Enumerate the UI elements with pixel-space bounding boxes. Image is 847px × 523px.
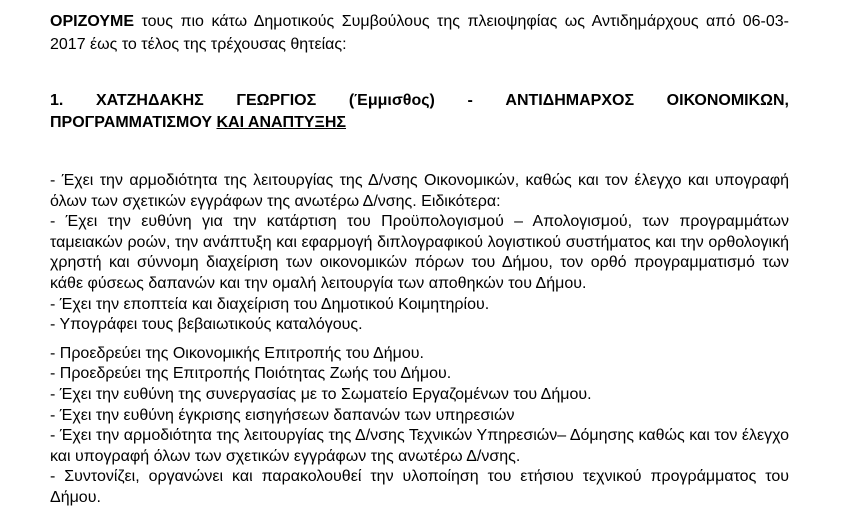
intro-text: τους πιο κάτω Δημοτικούς Συμβούλους της πλειοψηφίας ως Αντιδημάρχους από 06-03-2017 έως το τέλος της τρέχουσας θητείας: [50,13,789,53]
duty-item: - Έχει την ευθύνη για την κατάρτιση του Προϋπολογισμού – Απολογισμού, των προγραμμάτων ταμειακών ροών, την ανάπτυξη και εφαρμογή διπλογραφικού λογιστικού συστήματος και την ορθολογική χρηστή και σύννομη διαχείριση των οικονομικών πόρων του Δήμου, τον ορθό προγραμματισμό των κάθε φύσεως δαπανών και την ομαλή λειτουργία των αποθηκών του Δήμου. [50,213,789,292]
heading-number: 1. [50,92,64,109]
duty-item: - Έχει την αρμοδιότητα της λειτουργίας της Δ/νσης Τεχνικών Υπηρεσιών– Δόμησης καθώς και τον έλεγχο και υπογραφή όλων των σχετικών εγγράφων της ανωτέρω Δ/νσης. [50,427,789,465]
duty-item: - Προεδρεύει της Επιτροπής Ποιότητας Ζωής του Δήμου. [50,365,452,383]
heading-paid-status: (Έμμισθος) [348,92,435,109]
heading-firstname: ΓΕΩΡΓΙΟΣ [236,92,317,109]
duty-item: - Προεδρεύει της Οικονομικής Επιτροπής του Δήμου. [50,344,424,362]
heading-dash: - [467,92,473,109]
heading-line-1 [50,90,789,112]
duty-item: - Έχει την ευθύνη έγκρισης εισηγήσεων δαπανών των υπηρεσιών [50,406,515,424]
decree-keyword: ΟΡΙΖΟΥΜΕ [50,13,135,30]
duty-item: - Έχει την αρμοδιότητα της λειτουργίας της Δ/νσης Οικονομικών, καθώς και τον έλεγχο και υπογραφή όλων των σχετικών εγγράφων της ανωτέρω Δ/νσης. Ειδικότερα: [50,172,789,210]
heading-role-planning: ΠΡΟΓΡΑΜΜΑΤΙΣΜΟΥ [50,114,217,131]
heading-role-development: ΚΑΙ ΑΝΑΠΤΥΞΗΣ [216,114,347,131]
heading-line-2 [50,112,789,134]
duty-item: - Υπογράφει τους βεβαιωτικούς καταλόγους. [50,316,363,334]
duty-item: - Έχει την ευθύνη της συνεργασίας με το Σωματείο Εργαζομένων του Δήμου. [50,385,592,403]
heading-surname: ΧΑΤΖΗΔΑΚΗΣ [95,92,204,109]
heading-role-area: ΟΙΚΟΝΟΜΙΚΩΝ, [666,92,789,109]
duties-list [50,171,789,509]
deputy-mayor-heading [50,90,789,134]
duty-item: - Συντονίζει, οργανώνει και παρακολουθεί την υλοποίηση του ετήσιου τεχνικού προγράμματος του Δήμου. [50,468,789,506]
duty-item: - Έχει την εποπτεία και διαχείριση του Δημοτικού Κοιμητηρίου. [50,295,490,313]
intro-paragraph [50,10,789,56]
heading-role-title: ΑΝΤΙΔΗΜΑΡΧΟΣ [505,92,635,109]
